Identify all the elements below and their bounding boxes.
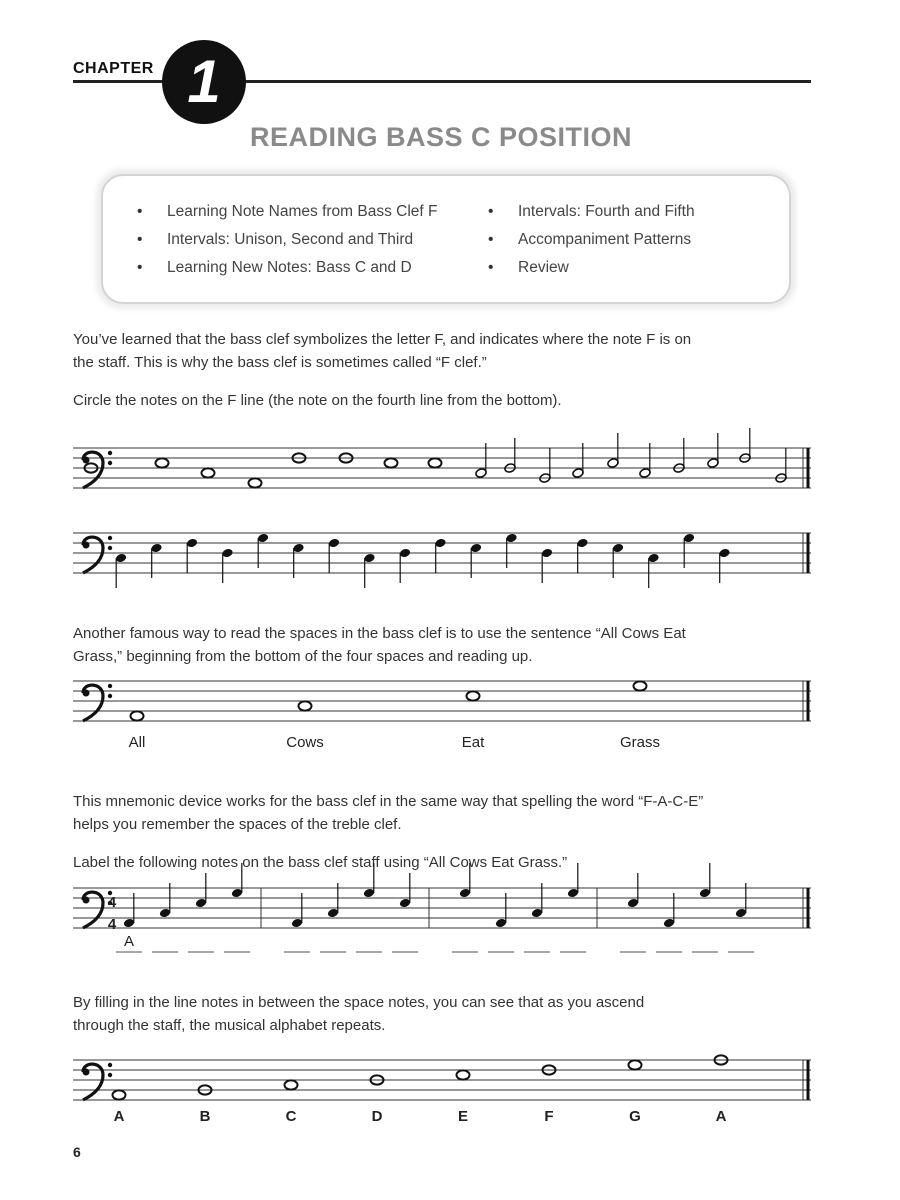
mnemonic-paragraph [73, 790, 773, 836]
bass-clef-icon [83, 457, 90, 464]
time-signature-bottom: 4 [107, 916, 117, 933]
bullet-icon: • [488, 231, 494, 248]
bass-clef-icon [83, 542, 90, 549]
staff-5-svg [73, 1055, 813, 1145]
text-line: Another famous way to read the spaces in the bass clef is to use the sentence “All Cows Eat [73, 625, 686, 642]
note-letter-label: E [457, 1108, 469, 1125]
objective-item [488, 203, 695, 221]
objective-text: Learning Note Names from Bass Clef F [167, 203, 438, 220]
note-letter-label: F [544, 1108, 554, 1125]
mnemonic-word-label: Cows [286, 734, 324, 751]
whole-note [249, 478, 262, 487]
text-line: You’ve learned that the bass clef symbolizes the letter F, and indicates where the note F is on [73, 331, 692, 348]
text-line: This mnemonic device works for the bass clef in the same way that spelling the word “F-A-C-E” [73, 793, 704, 810]
bass-clef-icon [83, 1069, 90, 1076]
time-signature-top: 4 [107, 894, 117, 911]
bullet-icon: • [137, 203, 143, 220]
text-line: By filling in the line notes in between the space notes, you can see that as you ascend [73, 994, 645, 1011]
bass-clef-dot [108, 536, 112, 540]
bass-clef-icon [83, 897, 90, 904]
page-title: READING BASS C POSITION [249, 122, 633, 152]
bass-clef-dot [108, 451, 112, 455]
whole-note [429, 458, 442, 467]
bass-clef-dot [108, 1073, 112, 1077]
whole-note [457, 1070, 470, 1079]
objective-text: Learning New Notes: Bass C and D [167, 259, 412, 276]
bass-clef-dot [108, 684, 112, 688]
objective-text: Review [518, 259, 569, 276]
whole-note [202, 468, 215, 477]
whole-note [113, 1090, 126, 1099]
chapter-label: CHAPTER [73, 60, 154, 77]
chapter-number-badge: 1 [162, 40, 246, 124]
mnemonic-word-label: Eat [461, 734, 485, 751]
objective-item [137, 231, 414, 249]
instruction-label: Label the following notes on the bass clef staff using “All Cows Eat Grass.” [73, 854, 568, 871]
bass-clef-icon [83, 690, 90, 697]
whole-note [156, 458, 169, 467]
objective-text: Intervals: Fourth and Fifth [518, 203, 695, 220]
bullet-icon: • [137, 231, 143, 248]
text-line: helps you remember the spaces of the treble clef. [73, 816, 402, 833]
staff-3 [73, 675, 813, 765]
note-letter-label: A [715, 1108, 727, 1125]
bullet-icon: • [137, 259, 143, 276]
instruction-circle: Circle the notes on the F line (the note on the fourth line from the bottom). [73, 392, 562, 409]
whole-note [634, 681, 647, 690]
objectives-box [101, 174, 791, 304]
text-line: through the staff, the musical alphabet repeats. [73, 1017, 386, 1034]
intro-paragraph [73, 328, 773, 374]
whole-note [131, 711, 144, 720]
bass-clef-dot [108, 1063, 112, 1067]
staff-2 [73, 515, 813, 605]
note-letter-label: B [199, 1108, 211, 1125]
staff-5 [73, 1055, 813, 1145]
objective-item [137, 259, 412, 277]
objective-text: Accompaniment Patterns [518, 231, 692, 248]
note-letter-label: G [629, 1108, 641, 1125]
whole-note [285, 1080, 298, 1089]
note-letter-label: D [371, 1108, 383, 1125]
bullet-icon: • [488, 203, 494, 220]
whole-note [299, 701, 312, 710]
bass-clef-dot [108, 546, 112, 550]
mnemonic-word-label: Grass [619, 734, 661, 751]
staff-4 [73, 880, 813, 970]
page-number: 6 [73, 1144, 81, 1160]
staff-1 [73, 430, 813, 520]
note-letter-label: C [285, 1108, 297, 1125]
bass-clef-dot [108, 694, 112, 698]
spaces-paragraph [73, 622, 773, 668]
mnemonic-word-label: All [128, 734, 146, 751]
objective-item [488, 231, 692, 249]
objective-text: Intervals: Unison, Second and Third [167, 231, 414, 248]
whole-note [385, 458, 398, 467]
text-line: Grass,” beginning from the bottom of the four spaces and reading up. [73, 648, 533, 665]
text-line: the staff. This is why the bass clef is sometimes called “F clef.” [73, 354, 487, 371]
whole-note [467, 691, 480, 700]
bullet-icon: • [488, 259, 494, 276]
staff-1-svg [73, 430, 813, 520]
filling-paragraph [73, 991, 773, 1037]
objective-item [137, 203, 438, 221]
note-letter-label: A [113, 1108, 125, 1125]
bass-clef-dot [108, 461, 112, 465]
staff-4-svg [73, 880, 813, 970]
whole-note [629, 1060, 642, 1069]
staff-2-svg [73, 515, 813, 605]
example-answer-label: A [123, 933, 135, 950]
objective-item [488, 259, 569, 277]
staff-3-svg [73, 675, 813, 765]
